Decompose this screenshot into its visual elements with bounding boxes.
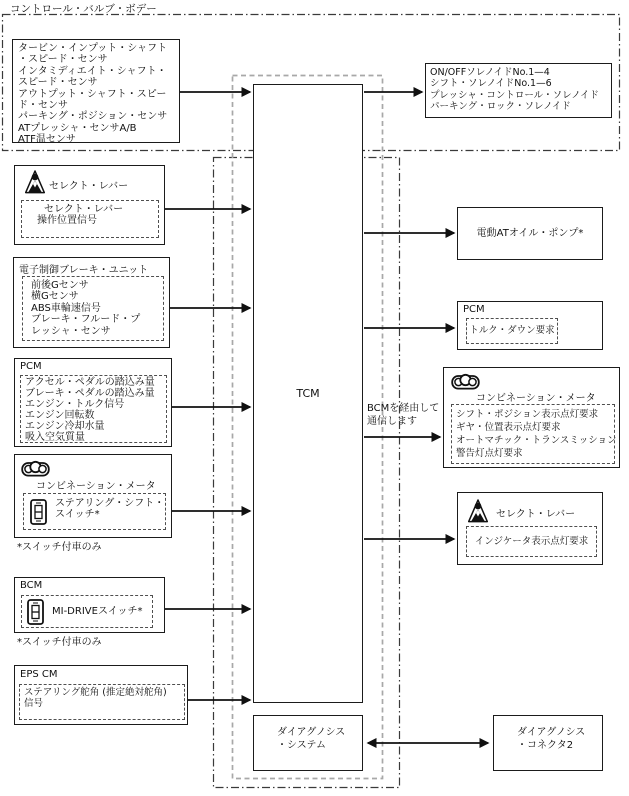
note-line: 通信します	[367, 415, 417, 427]
solenoid-line: プレッシャ・コントロール・ソレノイド	[430, 89, 599, 101]
signal-line: エンジン回転数	[25, 409, 95, 421]
sensor-line: スピード・センサ	[18, 77, 98, 89]
brake-unit-signal-box	[22, 276, 164, 341]
eps-signal-box	[19, 684, 185, 720]
signal-line: ブレーキ・フルード・プ	[31, 314, 141, 326]
signal-line: エンジン・トルク信号	[25, 398, 125, 410]
signal-line: 吸入空気質量	[25, 431, 85, 443]
pcm-right-box	[457, 301, 603, 350]
tcm-box	[253, 84, 363, 703]
valve-body-sensors-box	[12, 39, 180, 146]
via-bcm-note	[367, 403, 439, 428]
signal-line: ABS車輪速信号	[31, 302, 101, 314]
pcm-left-box	[14, 358, 172, 447]
request-line: シフト・ポジション表示点灯要求	[456, 409, 599, 420]
signal-line: 横Gセンサ	[31, 291, 79, 303]
signal-line: セレクト・レバー	[44, 204, 124, 215]
gauge-cluster-icon	[21, 459, 50, 477]
driver-icon	[468, 499, 488, 523]
switch-footnote: *スイッチ付車のみ	[17, 542, 102, 553]
select-lever-title: セレクト・レバー	[49, 181, 129, 192]
at-oil-pump-box	[457, 207, 603, 260]
combination-meter-left-title: コンビネーション・メータ	[36, 481, 156, 492]
diagnosis-connector-line: ・コネクタ2	[517, 739, 574, 751]
driver-icon	[25, 170, 45, 194]
pcm-left-signal-box	[20, 375, 167, 443]
pcm-left-title: PCM	[20, 361, 42, 372]
gauge-cluster-icon	[451, 372, 480, 390]
solenoid-line: シフト・ソレノイドNo.1—6	[430, 78, 552, 90]
sensor-line: アウトプット・シャフト・スピー	[18, 88, 167, 100]
signal-line: ステアリング・シフト・	[55, 498, 165, 509]
bcm-box	[14, 577, 165, 633]
signal-line: 信号	[24, 698, 44, 710]
select-lever-box	[14, 165, 165, 245]
request-line: オートマチック・トランスミッション	[456, 435, 617, 446]
signal-line: レッシャ・センサ	[31, 325, 111, 337]
rocker-switch-icon	[27, 599, 44, 625]
diagnosis-system-box	[253, 715, 363, 771]
solenoids-box	[425, 63, 612, 118]
rocker-switch-icon	[30, 499, 47, 525]
solenoid-line: ON/OFFソレノイドNo.1—4	[430, 67, 550, 78]
diagnosis-connector-line: ダイアグノシス	[517, 727, 586, 738]
select-lever-right-title: セレクト・レバー	[496, 509, 576, 520]
select-lever-right-box	[457, 492, 603, 565]
signal-line: エンジン冷却水量	[25, 420, 105, 432]
eps-cm-box	[14, 665, 188, 725]
combination-meter-right-title: コンビネーション・メータ	[476, 393, 596, 404]
at-oil-pump-label: 電動ATオイル・ポンプ*	[476, 227, 584, 239]
sensor-line: インタミディエイト・シャフト・	[18, 65, 167, 77]
bcm-title: BCM	[20, 580, 43, 591]
sensor-line: ATプレッシャ・センサA/B	[18, 122, 137, 134]
sensor-line: ・スピード・センサ	[18, 54, 108, 66]
indicator-request-box	[466, 526, 597, 557]
pcm-right-title: PCM	[463, 304, 485, 315]
signal-line: ステアリング舵角 (推定絶対舵角)	[24, 687, 167, 698]
mi-drive-switch-box	[21, 595, 153, 628]
combination-meter-right-box	[443, 367, 620, 468]
request-line: ギヤ・位置表示点灯要求	[456, 422, 561, 433]
select-lever-signal-box	[21, 200, 159, 238]
region-label: コントロール・バルブ・ボデー	[10, 3, 157, 15]
signal-line: 操作位置信号	[37, 215, 97, 227]
solenoid-line: パーキング・ロック・ソレノイド	[430, 101, 571, 113]
request-line: 警告灯点灯要求	[456, 448, 523, 459]
sensor-line: ド・センサ	[18, 100, 68, 112]
sensor-line: ATF温センサ	[18, 134, 76, 146]
signal-line: MI-DRIVEスイッチ*	[52, 606, 143, 617]
brake-unit-box	[13, 257, 170, 348]
combination-meter-left-box	[14, 454, 172, 538]
torque-down-request-box	[466, 318, 558, 344]
brake-unit-title: 電子制御ブレーキ・ユニット	[19, 265, 149, 276]
signal-line: スイッチ*	[55, 509, 100, 521]
sensor-line: パーキング・ポジション・センサ	[18, 111, 168, 123]
signal-line: 前後Gセンサ	[31, 280, 89, 291]
signal-line: アクセル・ペダルの踏込み量	[25, 377, 155, 388]
request-line: インジケータ表示点灯要求	[474, 535, 589, 547]
diagnosis-system-line: ・システム	[277, 739, 326, 751]
eps-cm-title: EPS CM	[20, 669, 58, 680]
sensor-line: タービン・インプット・シャフト	[18, 43, 168, 54]
meter-request-box	[451, 404, 615, 464]
tcm-label: TCM	[296, 387, 320, 400]
switch-footnote: *スイッチ付車のみ	[17, 637, 102, 648]
steering-shift-switch-box	[23, 493, 166, 530]
diagnosis-connector-box	[493, 715, 603, 771]
signal-line: ブレーキ・ペダルの踏込み量	[25, 387, 155, 399]
note-line: BCMを経由して	[367, 403, 440, 414]
request-line: トルク・ダウン要求	[469, 325, 555, 337]
diagnosis-system-line: ダイアグノシス	[277, 727, 346, 738]
